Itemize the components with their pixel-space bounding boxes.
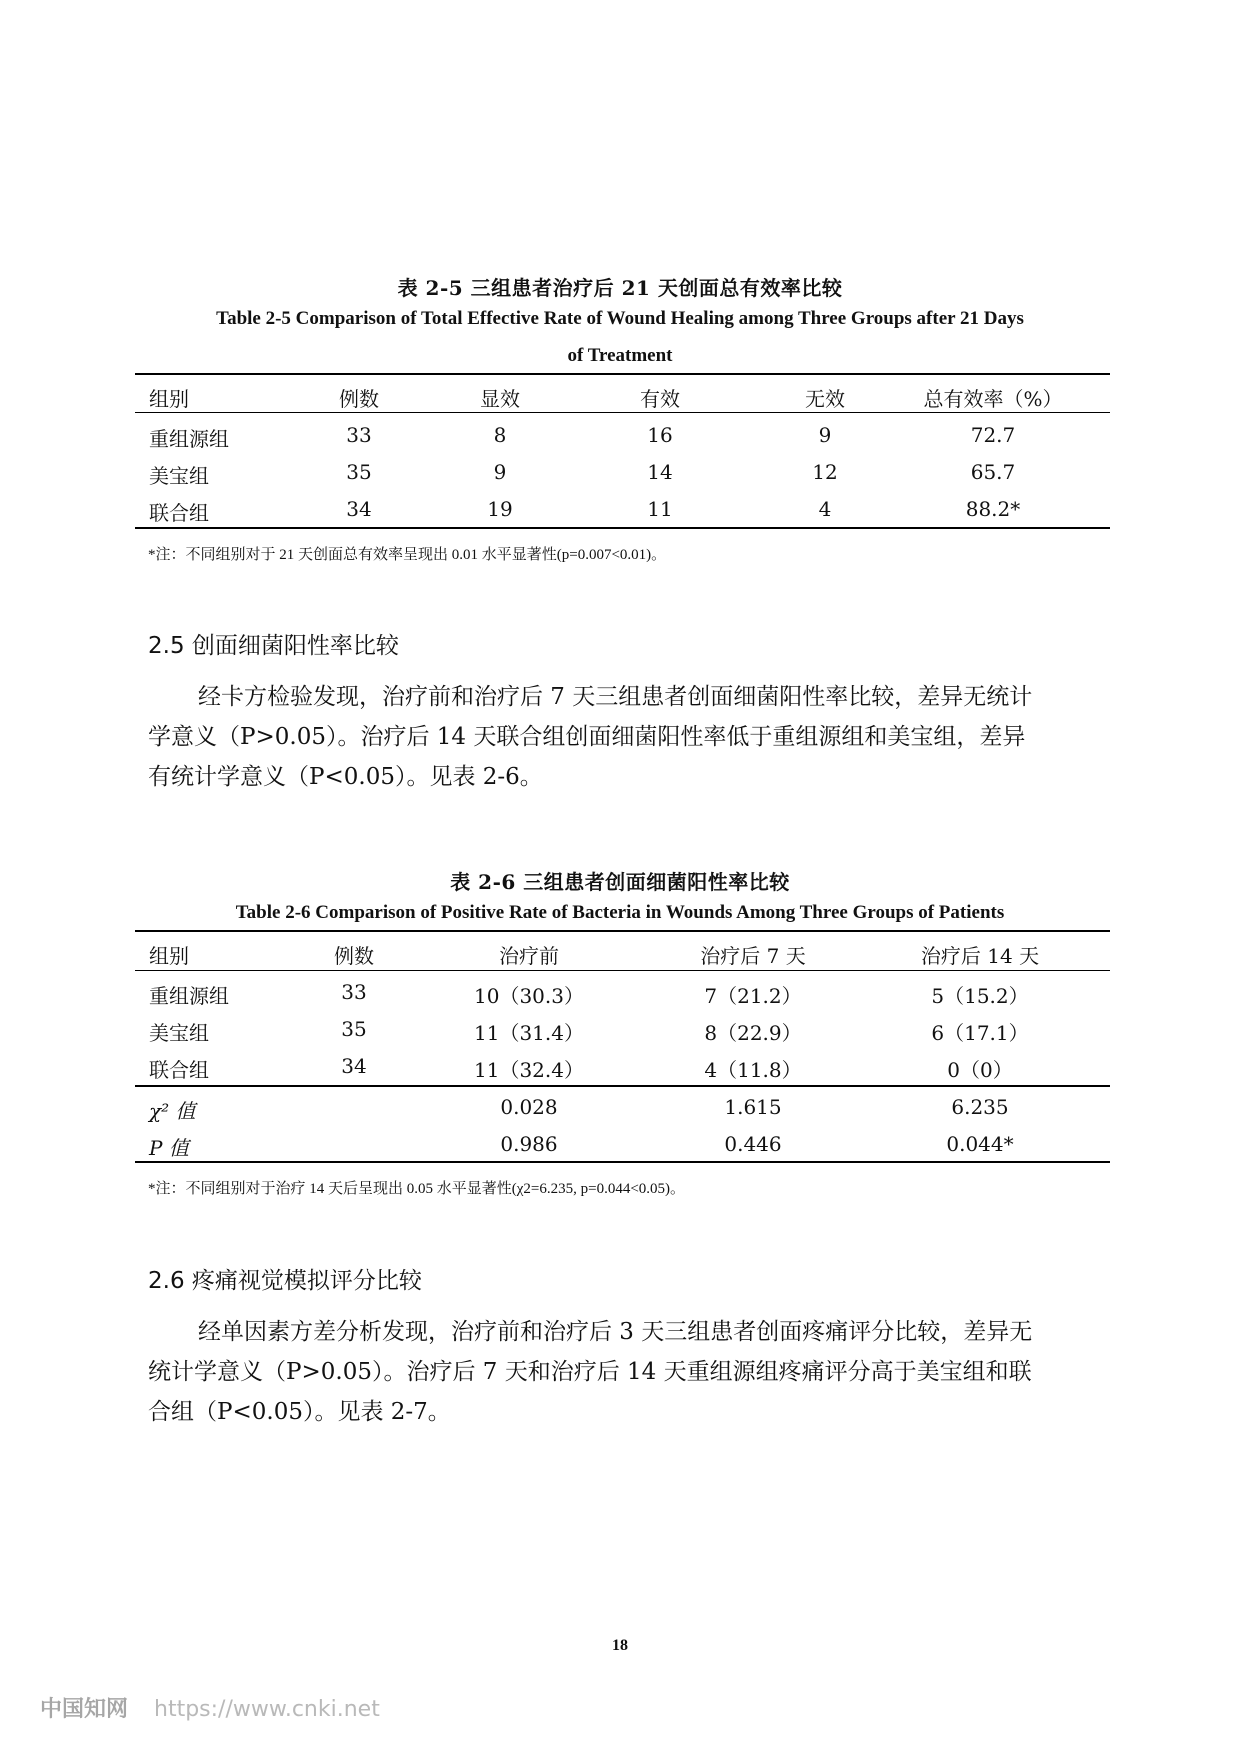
table-2-5-note: *注：不同组别对于 21 天创面总有效率呈现出 0.01 水平显著性(p=0.007<0.01)。 xyxy=(148,547,667,563)
table-cell: 11（32.4） xyxy=(474,1058,584,1082)
table-cell: 34 xyxy=(346,497,372,521)
table-2-6-bottom-rule xyxy=(135,1161,1110,1163)
table-cell: 5（15.2） xyxy=(931,984,1029,1008)
table-cell: 联合组 xyxy=(149,501,209,525)
table-cell: 9 xyxy=(493,460,507,484)
table-cell: 0.446 xyxy=(724,1132,782,1156)
cnki-logo: 中国知网 xyxy=(40,1697,129,1722)
table-cell: 6（17.1） xyxy=(931,1021,1029,1045)
column-header: 有效 xyxy=(640,387,680,411)
table-cell: 33 xyxy=(341,980,367,1004)
table-cell: 19 xyxy=(487,497,513,521)
table-cell: 14 xyxy=(647,460,673,484)
table-2-5-caption-cn: 表 2-5 三组患者治疗后 21 天创面总有效率比较 xyxy=(397,276,843,300)
section-2-6-paragraph xyxy=(148,1312,1098,1432)
table-cell: 7（21.2） xyxy=(704,984,802,1008)
table-row xyxy=(135,423,1110,451)
paragraph-line: 学意义（P>0.05）。治疗后 14 天联合组创面细菌阳性率低于重组源组和美宝组，差异 xyxy=(148,724,1026,750)
table-cell: 6.235 xyxy=(951,1095,1009,1119)
column-header: 总有效率（%） xyxy=(923,387,1063,411)
paragraph-line: 有统计学意义（P<0.05）。见表 2-6。 xyxy=(148,764,543,790)
column-header: 例数 xyxy=(339,387,379,411)
table-cell: 0.044* xyxy=(946,1132,1014,1156)
column-header: 治疗后 7 天 xyxy=(700,944,806,968)
table-cell: 重组源组 xyxy=(149,984,229,1008)
table-row xyxy=(135,980,1110,1008)
table-cell: 4（11.8） xyxy=(704,1058,802,1082)
table-cell: 34 xyxy=(341,1054,367,1078)
table-cell: 0（0） xyxy=(947,1058,1013,1082)
table-2-6-stats-rule xyxy=(135,1085,1110,1087)
table-header-row xyxy=(135,383,1110,411)
table-cell: χ² 值 xyxy=(149,1099,196,1123)
table-cell: 11（31.4） xyxy=(474,1021,584,1045)
table-cell: 16 xyxy=(647,423,673,447)
column-header: 治疗后 14 天 xyxy=(920,944,1040,968)
table-cell: 35 xyxy=(341,1017,367,1041)
table-cell: 0.028 xyxy=(500,1095,558,1119)
column-header: 治疗前 xyxy=(499,944,559,968)
paragraph-line: 经卡方检验发现，治疗前和治疗后 7 天三组患者创面细菌阳性率比较，差异无统计 xyxy=(198,684,1033,710)
table-cell: 0.986 xyxy=(500,1132,558,1156)
table-2-6-note: *注：不同组别对于治疗 14 天后呈现出 0.05 水平显著性(χ2=6.235, p=0.044<0.05)。 xyxy=(148,1181,686,1197)
table-cell: 美宝组 xyxy=(149,1021,209,1045)
table-cell: 8 xyxy=(493,423,507,447)
table-2-5-caption-en-line1: Table 2-5 Comparison of Total Effective Rate of Wound Healing among Three Groups after 21 Days xyxy=(216,308,1024,329)
table-stat-row xyxy=(135,1095,1110,1123)
table-2-6-caption-cn: 表 2-6 三组患者创面细菌阳性率比较 xyxy=(450,870,790,894)
table-row xyxy=(135,1017,1110,1045)
section-2-6-heading: 2.6 疼痛视觉模拟评分比较 xyxy=(148,1268,422,1294)
table-cell: 12 xyxy=(812,460,838,484)
watermark-url: https://www.cnki.net xyxy=(154,1697,380,1722)
table-row xyxy=(135,497,1110,525)
table-2-5-top-rule xyxy=(135,373,1110,375)
table-2-5-bottom-rule xyxy=(135,527,1110,529)
table-row xyxy=(135,460,1110,488)
table-cell: 9 xyxy=(818,423,832,447)
table-cell: 8（22.9） xyxy=(704,1021,802,1045)
table-cell: 65.7 xyxy=(970,460,1016,484)
table-header-row xyxy=(135,940,1110,968)
paragraph-line: 经单因素方差分析发现，治疗前和治疗后 3 天三组患者创面疼痛评分比较，差异无 xyxy=(198,1319,1033,1345)
table-2-6-top-rule xyxy=(135,930,1110,932)
table-row xyxy=(135,1054,1110,1082)
table-stat-row xyxy=(135,1132,1110,1160)
paragraph-line: 合组（P<0.05）。见表 2-7。 xyxy=(148,1399,451,1425)
column-header: 例数 xyxy=(334,944,374,968)
table-2-5-caption-en-line2: of Treatment xyxy=(567,345,673,366)
table-cell: 72.7 xyxy=(970,423,1016,447)
table-cell: 10（30.3） xyxy=(474,984,584,1008)
table-cell: 美宝组 xyxy=(149,464,209,488)
table-2-5-header-rule xyxy=(135,412,1110,413)
watermark xyxy=(40,1692,380,1723)
table-cell: 35 xyxy=(346,460,372,484)
table-cell: 重组源组 xyxy=(149,427,229,451)
table-cell: 1.615 xyxy=(724,1095,782,1119)
table-cell: 联合组 xyxy=(149,1058,209,1082)
section-2-5-paragraph xyxy=(148,677,1098,797)
column-header: 组别 xyxy=(149,387,189,411)
table-cell: 11 xyxy=(647,497,673,521)
table-cell: 88.2* xyxy=(965,497,1021,521)
section-2-5-heading: 2.5 创面细菌阳性率比较 xyxy=(148,633,399,659)
table-cell: 33 xyxy=(346,423,372,447)
column-header: 无效 xyxy=(805,387,845,411)
table-cell: P 值 xyxy=(149,1136,189,1160)
column-header: 组别 xyxy=(149,944,189,968)
table-cell: 4 xyxy=(818,497,832,521)
paragraph-line: 统计学意义（P>0.05）。治疗后 7 天和治疗后 14 天重组源组疼痛评分高于美宝组和联 xyxy=(148,1359,1032,1385)
table-2-6-header-rule xyxy=(135,970,1110,971)
column-header: 显效 xyxy=(480,387,520,411)
table-2-6-caption-en: Table 2-6 Comparison of Positive Rate of Bacteria in Wounds Among Three Groups of Patients xyxy=(235,902,1005,923)
page-number: 18 xyxy=(612,1637,628,1654)
